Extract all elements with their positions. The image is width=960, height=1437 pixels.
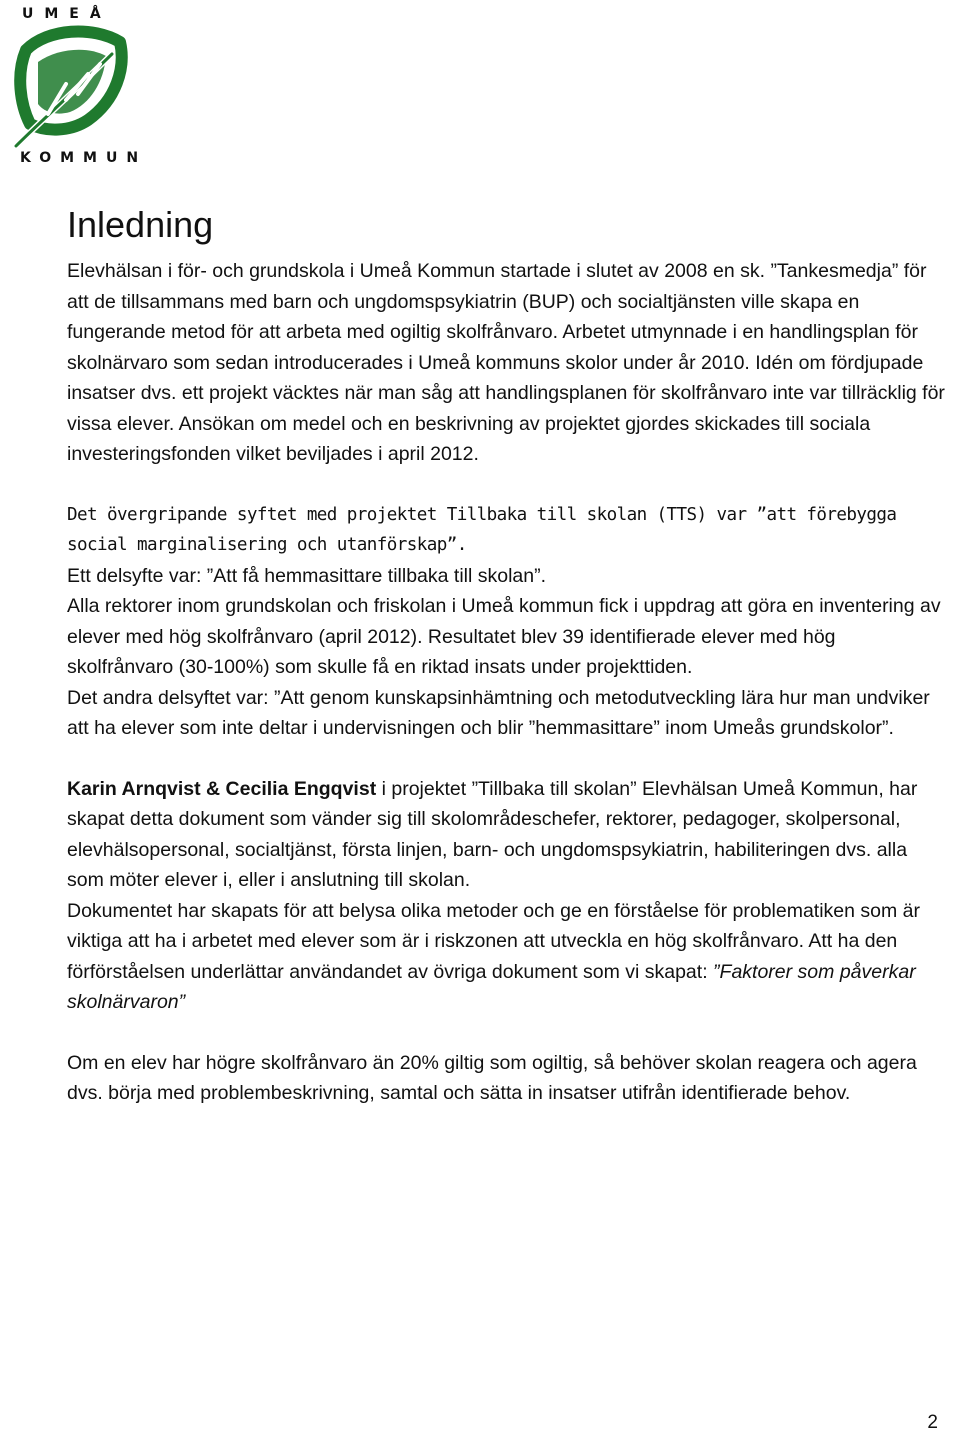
- paragraph-intro-part2: Arbetet utmynnade i en handlingsplan för skolnärvaro som sedan introducerades i Umeå kommuns skolor under år 2010. Idén om fördjupade insatser dvs. ett projekt väcktes när man såg att handlingsplanen för skolfrånvaro inte var tillräcklig för vissa elever.: [67, 321, 945, 435]
- paragraph-intro-part1: Elevhälsan i för- och grundskola i Umeå Kommun startade i slutet av 2008 en sk. ”Tankesmedja” för att de tillsammans med barn och ungdomspsykiatrin (BUP) och socialtjänsten ville skapa en fungerande metod för att arbeta med ogiltig skolfrånvaro.: [67, 260, 927, 343]
- body-text: [67, 256, 947, 1109]
- paragraph-inventory: Alla rektorer inom grundskolan och friskolan i Umeå kommun fick i uppdrag att göra en inventering av elever med hög skolfrånvaro (april 2012). Resultatet blev 39 identifierade elever med hög skolfrånvaro (30-100%) som skulle få en riktad insats under projekttiden.: [67, 595, 941, 678]
- paragraph-intro-part3: Ansökan om medel och en beskrivning av projektet gjordes skickades till sociala investeringsfonden vilket beviljades i april 2012.: [67, 412, 871, 465]
- document-purpose-text: Dokumentet har skapats för att belysa olika metoder och ge en förståelse för problematiken som är viktiga att ha i arbetet med elever som är i riskzonen att utveckla en hög skolfrånvaro. Att ha den förförståelsen underlättar användandet av övriga dokument som vi skapat:: [67, 899, 921, 983]
- spacer: [67, 744, 947, 774]
- umea-kommun-logo: [8, 4, 148, 169]
- logo-top-text: UMEÅ: [22, 6, 112, 22]
- spacer: [67, 470, 947, 500]
- leaf-icon: [8, 4, 138, 169]
- page-title: Inledning: [67, 204, 214, 245]
- document-reference: ”Faktorer som påverkar skolnärvaron”: [67, 960, 916, 1013]
- paragraph-threshold: Om en elev har högre skolfrånvaro än 20% giltig som ogiltig, så behöver skolan reagera och agera dvs. börja med problembeskrivning, samtal och sätta in insatser utifrån identifierade behov.: [67, 1051, 917, 1104]
- authors-text: i projektet ”Tillbaka till skolan” Elevhälsan Umeå Kommun, har skapat detta dokument som vänder sig till skolområdeschefer, rektorer, pedagoger, skolpersonal, elevhälsopersonal, socialtjänst, första linjen, barn- och ungdomspsykiatrin, habiliteringen dvs. alla som möter elever i, eller i anslutning till skolan.: [67, 777, 918, 891]
- paragraph-document-purpose: [67, 896, 947, 1018]
- authors-names: Karin Arnqvist & Cecilia Engqvist: [67, 777, 377, 800]
- page-number: 2: [927, 1412, 938, 1433]
- paragraph-subgoal-2: Det andra delsyftet var: ”Att genom kunskapsinhämtning och metodutveckling lära hur man undviker att ha elever som inte deltar i undervisningen och blir ”hemmasittare” inom Umeås grundskolor”.: [67, 686, 930, 739]
- spacer: [67, 1018, 947, 1048]
- paragraph-subgoal-1: Ett delsyfte var: ”Att få hemmasittare tillbaka till skolan”.: [67, 564, 547, 587]
- paragraph-authors: [67, 774, 947, 896]
- logo-bottom-text: KOMMUN: [20, 150, 148, 166]
- paragraph-intro: [67, 256, 947, 470]
- paragraph-purpose: Det övergripande syftet med projektet Tillbaka till skolan (TTS) var ”att förebygga social marginalisering och utanförskap”.: [67, 504, 897, 555]
